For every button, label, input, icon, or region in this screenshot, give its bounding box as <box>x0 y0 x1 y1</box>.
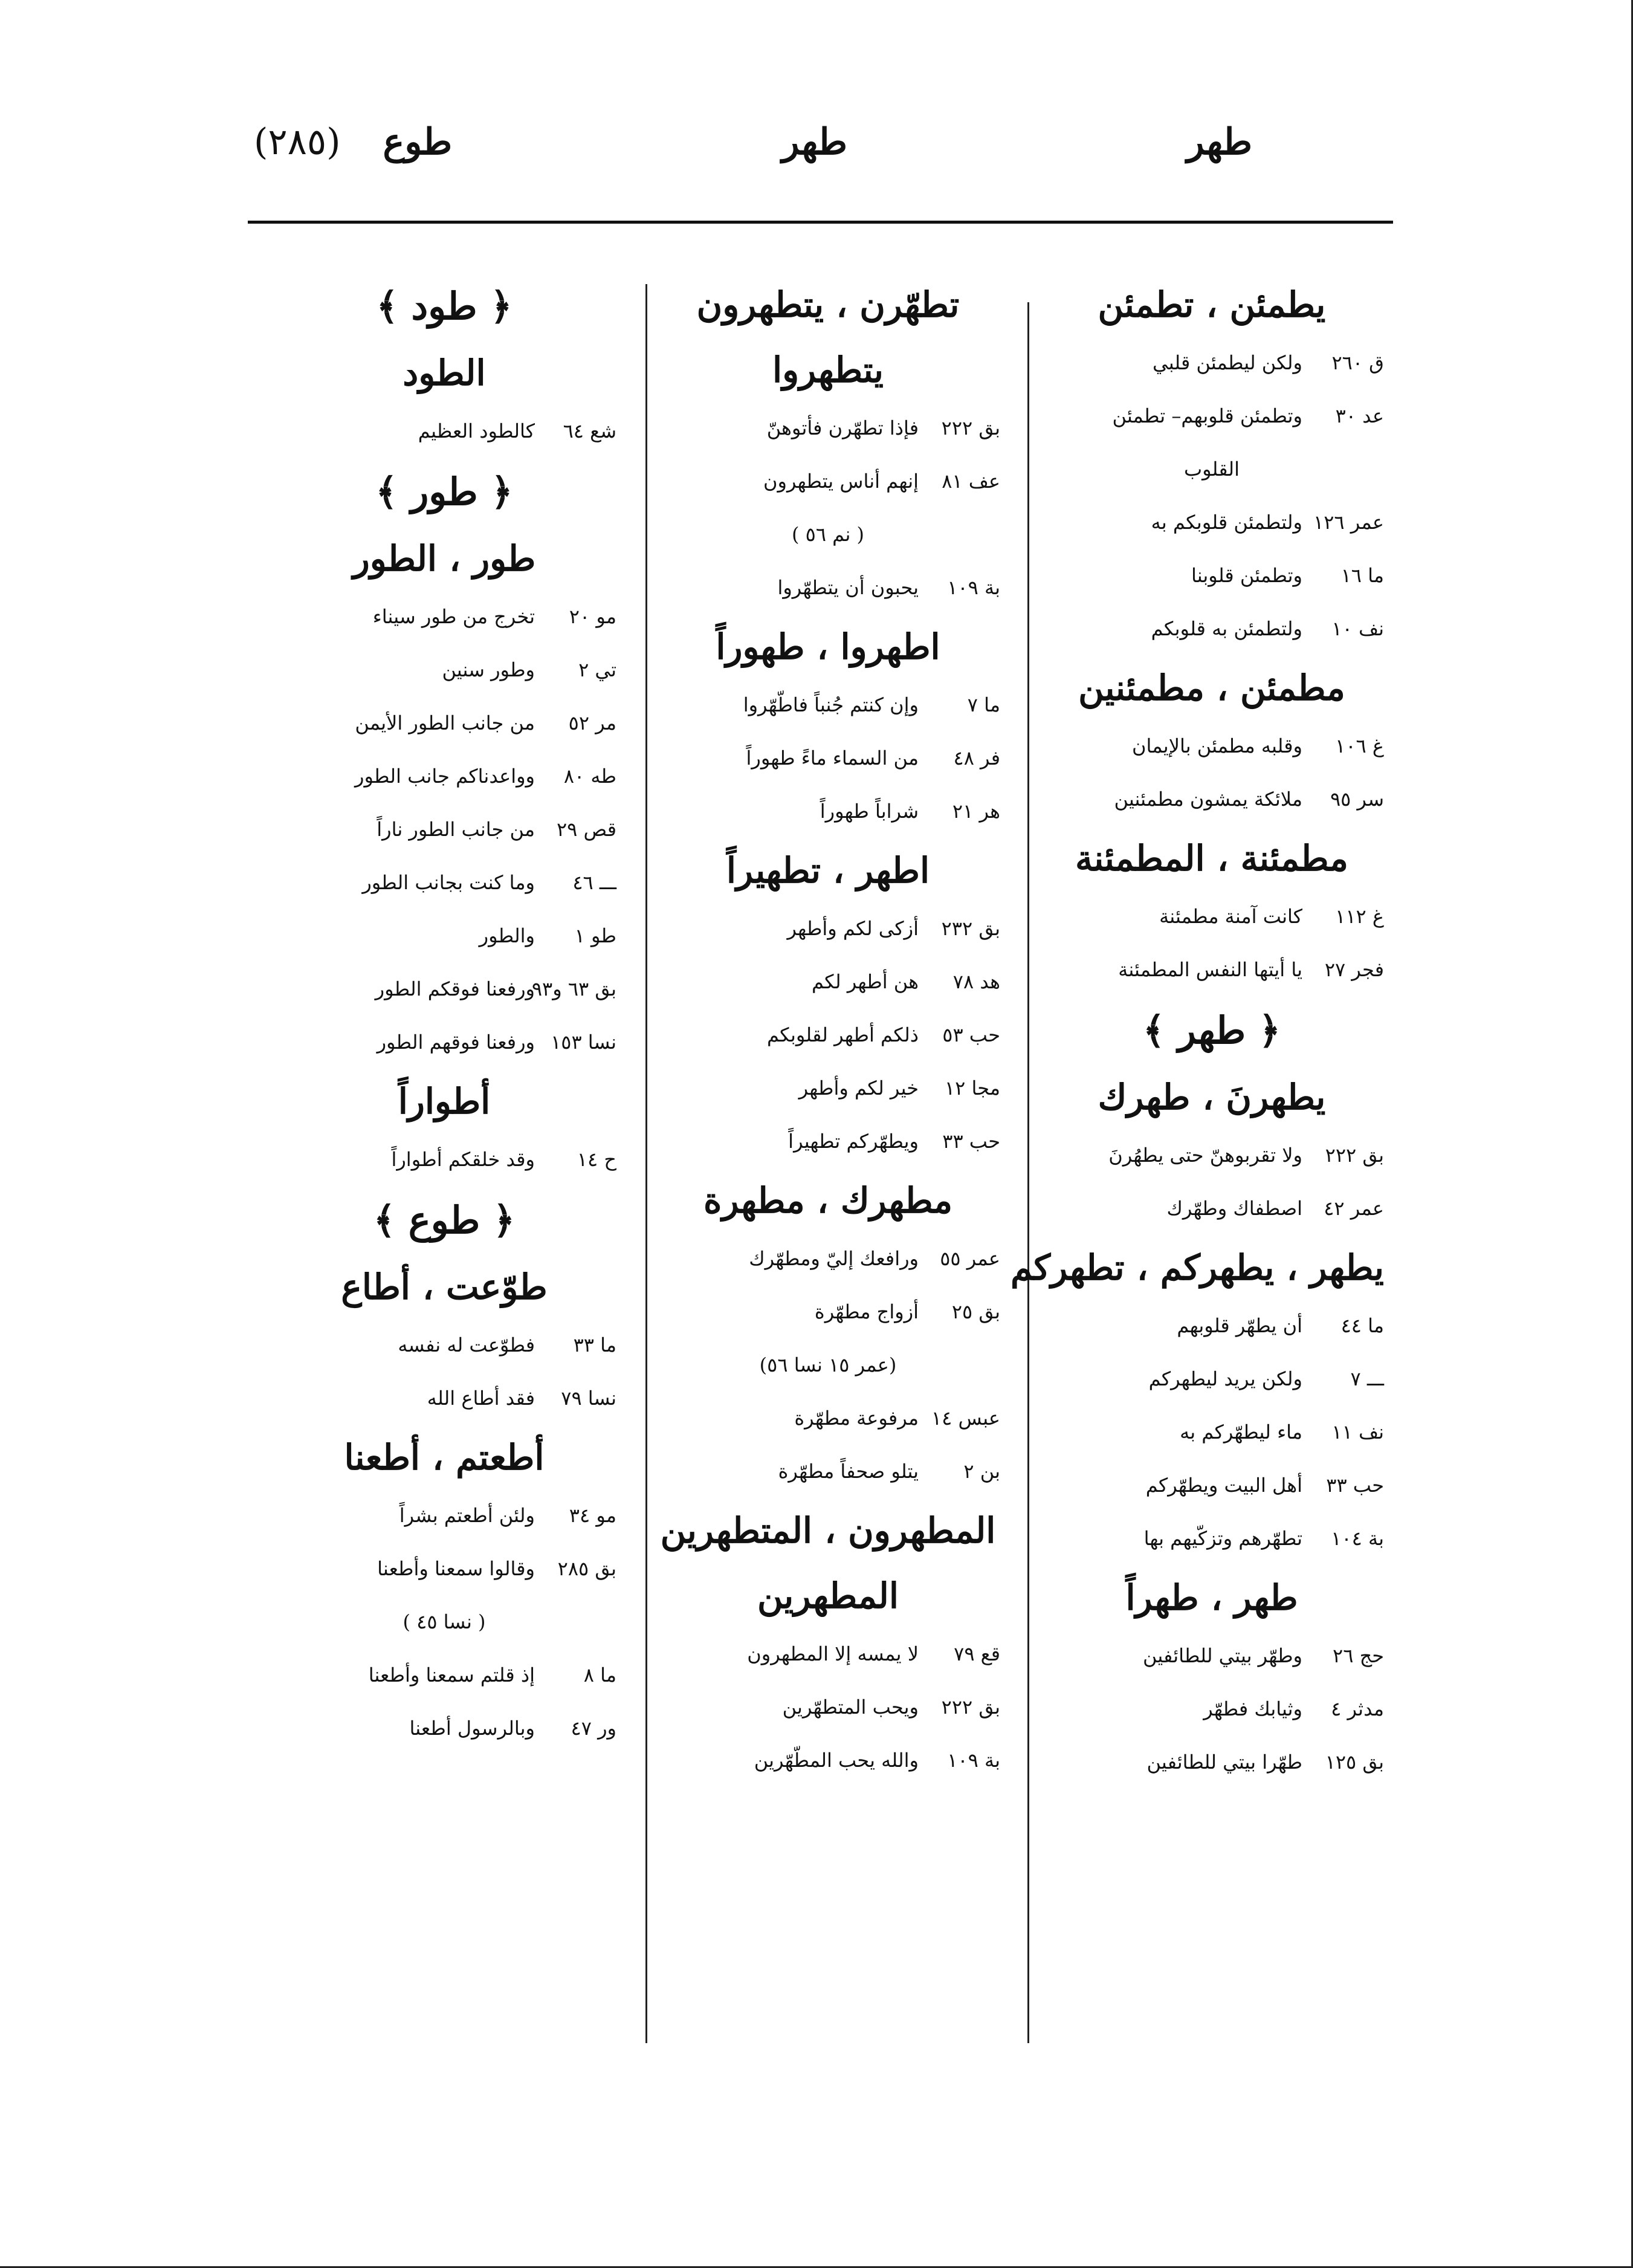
surah-verse-ref: نف ١١ <box>1331 1421 1384 1443</box>
surah-verse-ref: ما ٨ <box>583 1664 616 1686</box>
citation-line <box>1040 1418 1384 1447</box>
page-header <box>0 121 1633 206</box>
verse-text: ويحب المتطهّرين <box>782 1696 919 1719</box>
surah-verse-ref: بق ١٢٥ <box>1325 1751 1384 1774</box>
verse-text: مرفوعة مطهّرة <box>794 1407 919 1430</box>
surah-verse-ref: نف ١٠ <box>1331 617 1384 640</box>
entry-heading: الطود <box>403 352 486 394</box>
verse-text: ورفعنا فوقكم الطور <box>375 977 535 1000</box>
citation-line <box>656 914 1000 943</box>
citation-line <box>1040 1194 1384 1223</box>
surah-verse-ref: ما ٣٣ <box>573 1333 616 1356</box>
column-right <box>1010 260 1384 1801</box>
verse-text: وطور سنين <box>442 658 535 681</box>
surah-verse-ref: بن ٢ <box>963 1460 1000 1483</box>
verse-text: من جانب الطور ناراً <box>377 818 535 841</box>
verse-text: خير لكم وأطهر <box>798 1077 919 1100</box>
verse-text: أن يطهّر قلوبهم <box>1177 1314 1302 1337</box>
column-left <box>272 260 616 1767</box>
verse-text: ويطهّركم تطهيراً <box>788 1130 919 1153</box>
entry-heading: المطهرين <box>757 1575 899 1616</box>
verse-text: وتطمئن قلوبهم– تطمئن <box>1112 404 1302 427</box>
surah-verse-ref: حب ٣٣ <box>1326 1474 1384 1497</box>
verse-text: ولا تقربوهنّ حتى يطهُرنَ <box>1108 1144 1302 1167</box>
surah-verse-ref: شع ٦٤ <box>563 420 616 442</box>
citation-line <box>272 1028 616 1057</box>
column-middle <box>656 260 1000 1799</box>
header-middle-word: طهر <box>781 121 847 163</box>
citation-line <box>272 815 616 844</box>
verse-text: (عمر ١٥ نسا ٥٦) <box>759 1353 897 1376</box>
surah-verse-ref: غ ١٠٦ <box>1335 734 1384 757</box>
verse-text: لا يمسه إلا المطهرون <box>747 1642 919 1665</box>
verse-text: تطهّرهم وتزكّيهم بها <box>1143 1527 1302 1550</box>
surah-verse-ref: طه ٨٠ <box>563 765 616 788</box>
citation-line <box>1040 348 1384 377</box>
verse-text: وإن كنتم جُنباً فاطّهّروا <box>743 693 919 716</box>
verse-text: القلوب <box>1183 458 1240 481</box>
entry-heading: أطواراً <box>398 1081 491 1122</box>
citation-line <box>1040 1364 1384 1393</box>
root-heading: ﴿ طوع ﴾ <box>373 1198 516 1242</box>
verse-text: وقد خلقكم أطواراً <box>391 1148 535 1171</box>
entry-heading: طور ، الطور <box>352 538 536 579</box>
verse-text: ماء ليطهّركم به <box>1180 1421 1302 1443</box>
citation-line <box>656 1127 1000 1156</box>
citation-line <box>656 1639 1000 1668</box>
verse-text: يتلو صحفاً مطهّرة <box>778 1460 919 1483</box>
verse-text: يحبون أن يتطهّروا <box>777 576 919 599</box>
surah-verse-ref: عمر ٥٥ <box>940 1247 1000 1270</box>
verse-text: ورفعنا فوقهم الطور <box>377 1031 535 1054</box>
verse-text: شراباً طهوراً <box>820 800 919 823</box>
surah-verse-ref: ق ٢٦٠ <box>1331 351 1384 374</box>
citation-line <box>656 1297 1000 1326</box>
header-left <box>254 121 452 163</box>
entry-heading: طهر ، طهراً <box>1125 1577 1298 1618</box>
citation-line <box>272 1384 616 1413</box>
surah-verse-ref: ما ١٦ <box>1340 564 1384 587</box>
root-heading: ﴿ طور ﴾ <box>375 470 513 514</box>
entry-heading: يطمئن ، تطمئن <box>1098 284 1326 325</box>
verse-text: أهل البيت ويطهّركم <box>1145 1474 1302 1497</box>
surah-verse-ref: مو ٢٠ <box>569 605 616 628</box>
verse-text: ولكن يريد ليطهركم <box>1148 1367 1302 1390</box>
citation-line <box>1040 561 1384 590</box>
surah-verse-ref: بة ١٠٤ <box>1331 1527 1384 1550</box>
surah-verse-ref: ما ٤٤ <box>1340 1314 1384 1337</box>
surah-verse-ref: بة ١٠٩ <box>947 576 1000 599</box>
header-rule <box>248 221 1393 224</box>
surah-verse-ref: قع ٧٩ <box>954 1642 1000 1665</box>
verse-text: هن أطهر لكم <box>811 970 919 993</box>
citation-line <box>272 1145 616 1174</box>
verse-text: فطوّعت له نفسه <box>398 1333 535 1356</box>
surah-verse-ref: بق ٢٣٢ <box>941 917 1000 940</box>
citation-line <box>272 762 616 791</box>
verse-text: ولكن ليطمئن قلبي <box>1153 351 1302 374</box>
verse-text: أزكى لكم وأطهر <box>787 917 919 940</box>
surah-verse-ref: ـــ ٧ <box>1350 1367 1384 1390</box>
entry-heading: أطعتم ، أطعنا <box>344 1437 545 1478</box>
citation-line <box>272 1501 616 1530</box>
surah-verse-ref: بق ٢٢٢ <box>941 416 1000 439</box>
verse-text: ملائكة يمشون مطمئنين <box>1114 788 1302 811</box>
verse-text: والله يحب المطّهّرين <box>754 1749 919 1772</box>
surah-verse-ref: بق ٢٢٢ <box>941 1696 1000 1719</box>
citation-line <box>656 1457 1000 1486</box>
surah-verse-ref: نسا ٧٩ <box>561 1387 616 1410</box>
entry-heading: اطهر ، تطهيراً <box>726 850 930 891</box>
citation-line <box>272 921 616 950</box>
column-divider-left <box>645 284 647 2043</box>
citation-line <box>656 1244 1000 1273</box>
citation-line <box>1040 1748 1384 1777</box>
citation-line <box>1040 614 1384 643</box>
citation-line <box>1040 731 1384 760</box>
verse-text: فإذا تطهّرن فأتوهنّ <box>766 416 919 439</box>
verse-text: وبالرسول أطعنا <box>409 1717 535 1740</box>
surah-verse-ref: بق ٢٢٢ <box>1325 1144 1384 1167</box>
verse-text: وطهّر بيتي للطائفين <box>1142 1644 1302 1667</box>
citation-line <box>272 1607 616 1636</box>
entry-heading: مطمئنة ، المطمئنة <box>1075 838 1348 879</box>
verse-text: أزواج مطهّرة <box>814 1300 919 1323</box>
citation-line <box>272 602 616 631</box>
citation-line <box>1040 955 1384 984</box>
citation-line <box>656 744 1000 773</box>
verse-text: كالطود العظيم <box>418 420 535 442</box>
verse-text: وتطمئن قلوبنا <box>1191 564 1302 587</box>
surah-verse-ref: سر ٩٥ <box>1330 788 1384 811</box>
surah-verse-ref: حب ٣٣ <box>942 1130 1000 1153</box>
citation-line <box>1040 902 1384 931</box>
surah-verse-ref: تي ٢ <box>578 658 616 681</box>
citation-line <box>272 868 616 897</box>
surah-verse-ref: ح ١٤ <box>577 1148 616 1171</box>
verse-text: ذلكم أطهر لقلوبكم <box>766 1023 919 1046</box>
citation-line <box>1040 1311 1384 1340</box>
root-heading: ﴿ طود ﴾ <box>376 284 513 328</box>
root-heading: ﴿ طهر ﴾ <box>1143 1008 1281 1052</box>
citation-line <box>656 1404 1000 1433</box>
verse-text: ولئن أطعتم بشراً <box>399 1504 535 1527</box>
verse-text: يا أيتها النفس المطمئنة <box>1118 958 1302 981</box>
citation-line <box>1040 455 1384 484</box>
surah-verse-ref: ور ٤٧ <box>571 1717 616 1740</box>
surah-verse-ref: فر ٤٨ <box>953 747 1000 770</box>
citation-line <box>656 413 1000 442</box>
surah-verse-ref: نسا ١٥٣ <box>551 1031 616 1054</box>
verse-text: طهّرا بيتي للطائفين <box>1146 1751 1302 1774</box>
surah-verse-ref: ما ٧ <box>967 693 1000 716</box>
verse-text: كانت آمنة مطمئنة <box>1159 905 1302 928</box>
verse-text: وواعدناكم جانب الطور <box>355 765 535 788</box>
citation-line <box>656 1746 1000 1775</box>
verse-text: إنهم أناس يتطهرون <box>763 470 919 493</box>
surah-verse-ref: عمر ١٢٦ <box>1313 511 1384 534</box>
entry-heading: تطهّرن ، يتطهرون <box>696 284 960 325</box>
citation-line <box>1040 401 1384 430</box>
surah-verse-ref: غ ١١٢ <box>1335 905 1384 928</box>
verse-text: ولتطمئن قلوبكم به <box>1151 511 1302 534</box>
surah-verse-ref: بة ١٠٩ <box>947 1749 1000 1772</box>
entry-heading: طوّعت ، أطاع <box>341 1266 548 1307</box>
citation-line <box>656 690 1000 719</box>
citation-line <box>656 797 1000 826</box>
surah-verse-ref: عف ٨١ <box>942 470 1000 493</box>
surah-verse-ref: بق ٦٣ و٩٣ <box>531 977 616 1000</box>
verse-text: ( نسا ٤٥ ) <box>403 1610 486 1633</box>
citation-line <box>656 573 1000 602</box>
citation-line <box>1040 1471 1384 1500</box>
verse-text: فقد أطاع الله <box>427 1387 535 1410</box>
header-left-word: طوع <box>383 121 453 163</box>
verse-text: تخرج من طور سيناء <box>372 605 535 628</box>
surah-verse-ref: حب ٥٣ <box>942 1023 1000 1046</box>
verse-text: وقالوا سمعنا وأطعنا <box>377 1557 535 1580</box>
surah-verse-ref: مدثر ٤ <box>1331 1697 1384 1720</box>
surah-verse-ref: هر ٢١ <box>952 800 1000 823</box>
citation-line <box>1040 1141 1384 1170</box>
citation-line <box>272 416 616 446</box>
surah-verse-ref: عمر ٤٢ <box>1324 1197 1384 1220</box>
page-number: (٢٨٥) <box>254 121 341 163</box>
surah-verse-ref: هد ٧٨ <box>952 970 1000 993</box>
surah-verse-ref: مجا ١٢ <box>944 1077 1000 1100</box>
surah-verse-ref: قص ٢٩ <box>556 818 616 841</box>
verse-text: من جانب الطور الأيمن <box>355 711 535 734</box>
verse-text: ولتطمئن به قلوبكم <box>1151 617 1302 640</box>
citation-line <box>656 520 1000 549</box>
surah-verse-ref: بق ٢٨٥ <box>557 1557 616 1580</box>
column-divider-right <box>1027 302 1029 2043</box>
citation-line <box>656 967 1000 996</box>
surah-verse-ref: ـــ ٤٦ <box>572 871 616 894</box>
entry-heading: اطهروا ، طهوراً <box>716 626 940 667</box>
surah-verse-ref: عبس ١٤ <box>931 1407 1000 1430</box>
citation-line <box>656 1350 1000 1379</box>
citation-line <box>656 1020 1000 1049</box>
citation-line <box>272 708 616 737</box>
entry-heading: يطهرنَ ، طهرك <box>1098 1077 1326 1118</box>
citation-line <box>272 655 616 684</box>
entry-heading: مطمئن ، مطمئنين <box>1078 667 1345 708</box>
verse-text: وقلبه مطمئن بالإيمان <box>1132 734 1302 757</box>
citation-line <box>656 467 1000 496</box>
entry-heading: المطهرون ، المتطهرين <box>660 1510 996 1551</box>
surah-verse-ref: طو ١ <box>574 924 616 947</box>
surah-verse-ref: بق ٢٥ <box>951 1300 1000 1323</box>
citation-line <box>272 1554 616 1583</box>
verse-text: اصطفاك وطهّرك <box>1166 1197 1302 1220</box>
verse-text: من السماء ماءً طهوراً <box>746 747 919 770</box>
verse-text: وثيابك فطهّر <box>1203 1697 1302 1720</box>
citation-line <box>656 1693 1000 1722</box>
citation-line <box>656 1074 1000 1103</box>
verse-text: ( نم ٥٦ ) <box>791 523 865 546</box>
surah-verse-ref: عد ٣٠ <box>1335 404 1384 427</box>
entry-heading: مطهرك ، مطهرة <box>703 1180 953 1221</box>
entry-heading: يتطهروا <box>772 349 884 390</box>
surah-verse-ref: مر ٥٢ <box>568 711 616 734</box>
citation-line <box>272 1714 616 1743</box>
entry-heading: يطهر ، يطهركم ، تطهركم <box>1010 1247 1384 1288</box>
citation-line <box>1040 508 1384 537</box>
surah-verse-ref: حج ٢٦ <box>1333 1644 1384 1667</box>
verse-text: وما كنت بجانب الطور <box>362 871 535 894</box>
surah-verse-ref: مو ٣٤ <box>569 1504 616 1527</box>
header-right-word: طهر <box>1186 121 1252 163</box>
verse-text: ورافعك إليّ ومطهّرك <box>749 1247 919 1270</box>
citation-line <box>272 1660 616 1690</box>
citation-line <box>272 974 616 1003</box>
citation-line <box>272 1330 616 1359</box>
surah-verse-ref: فجر ٢٧ <box>1324 958 1384 981</box>
verse-text: والطور <box>479 924 535 947</box>
citation-line <box>1040 785 1384 814</box>
citation-line <box>1040 1524 1384 1553</box>
verse-text: إذ قلتم سمعنا وأطعنا <box>368 1664 535 1686</box>
citation-line <box>1040 1641 1384 1670</box>
citation-line <box>1040 1694 1384 1723</box>
